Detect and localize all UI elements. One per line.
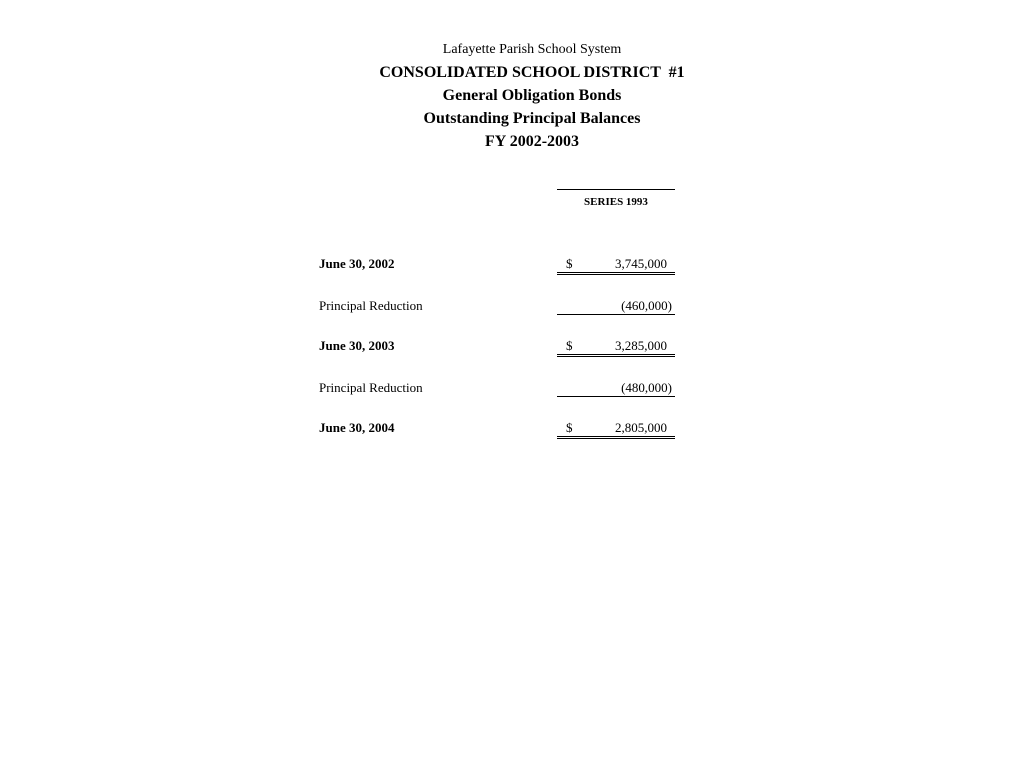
- row-amount: [557, 380, 675, 397]
- amount-value: 3,285,000: [615, 338, 667, 353]
- row-label: June 30, 2002: [319, 256, 395, 271]
- amount-value: (480,000): [621, 380, 672, 395]
- row-amount: [557, 298, 675, 315]
- fiscal-year: FY 2002-2003: [484, 133, 580, 150]
- row-amount: [557, 256, 675, 275]
- bond-type: General Obligation Bonds: [442, 87, 622, 104]
- report-title: Outstanding Principal Balances: [423, 110, 641, 127]
- row-label: Principal Reduction: [319, 380, 423, 395]
- district-name: CONSOLIDATED SCHOOL DISTRICT #1: [379, 64, 685, 81]
- organization-name: Lafayette Parish School System: [442, 42, 622, 57]
- currency-symbol: $: [566, 420, 573, 435]
- row-label: June 30, 2003: [319, 338, 395, 353]
- amount-value: 2,805,000: [615, 420, 667, 435]
- row-amount: [557, 420, 675, 439]
- amount-value: 3,745,000: [615, 256, 667, 271]
- currency-symbol: $: [566, 338, 573, 353]
- amount-value: (460,000): [621, 298, 672, 313]
- row-label: June 30, 2004: [319, 420, 395, 435]
- row-label: Principal Reduction: [319, 298, 423, 313]
- column-header-series: SERIES 1993: [584, 196, 648, 208]
- column-header-rule: [557, 189, 675, 190]
- currency-symbol: $: [566, 256, 573, 271]
- row-amount: [557, 338, 675, 357]
